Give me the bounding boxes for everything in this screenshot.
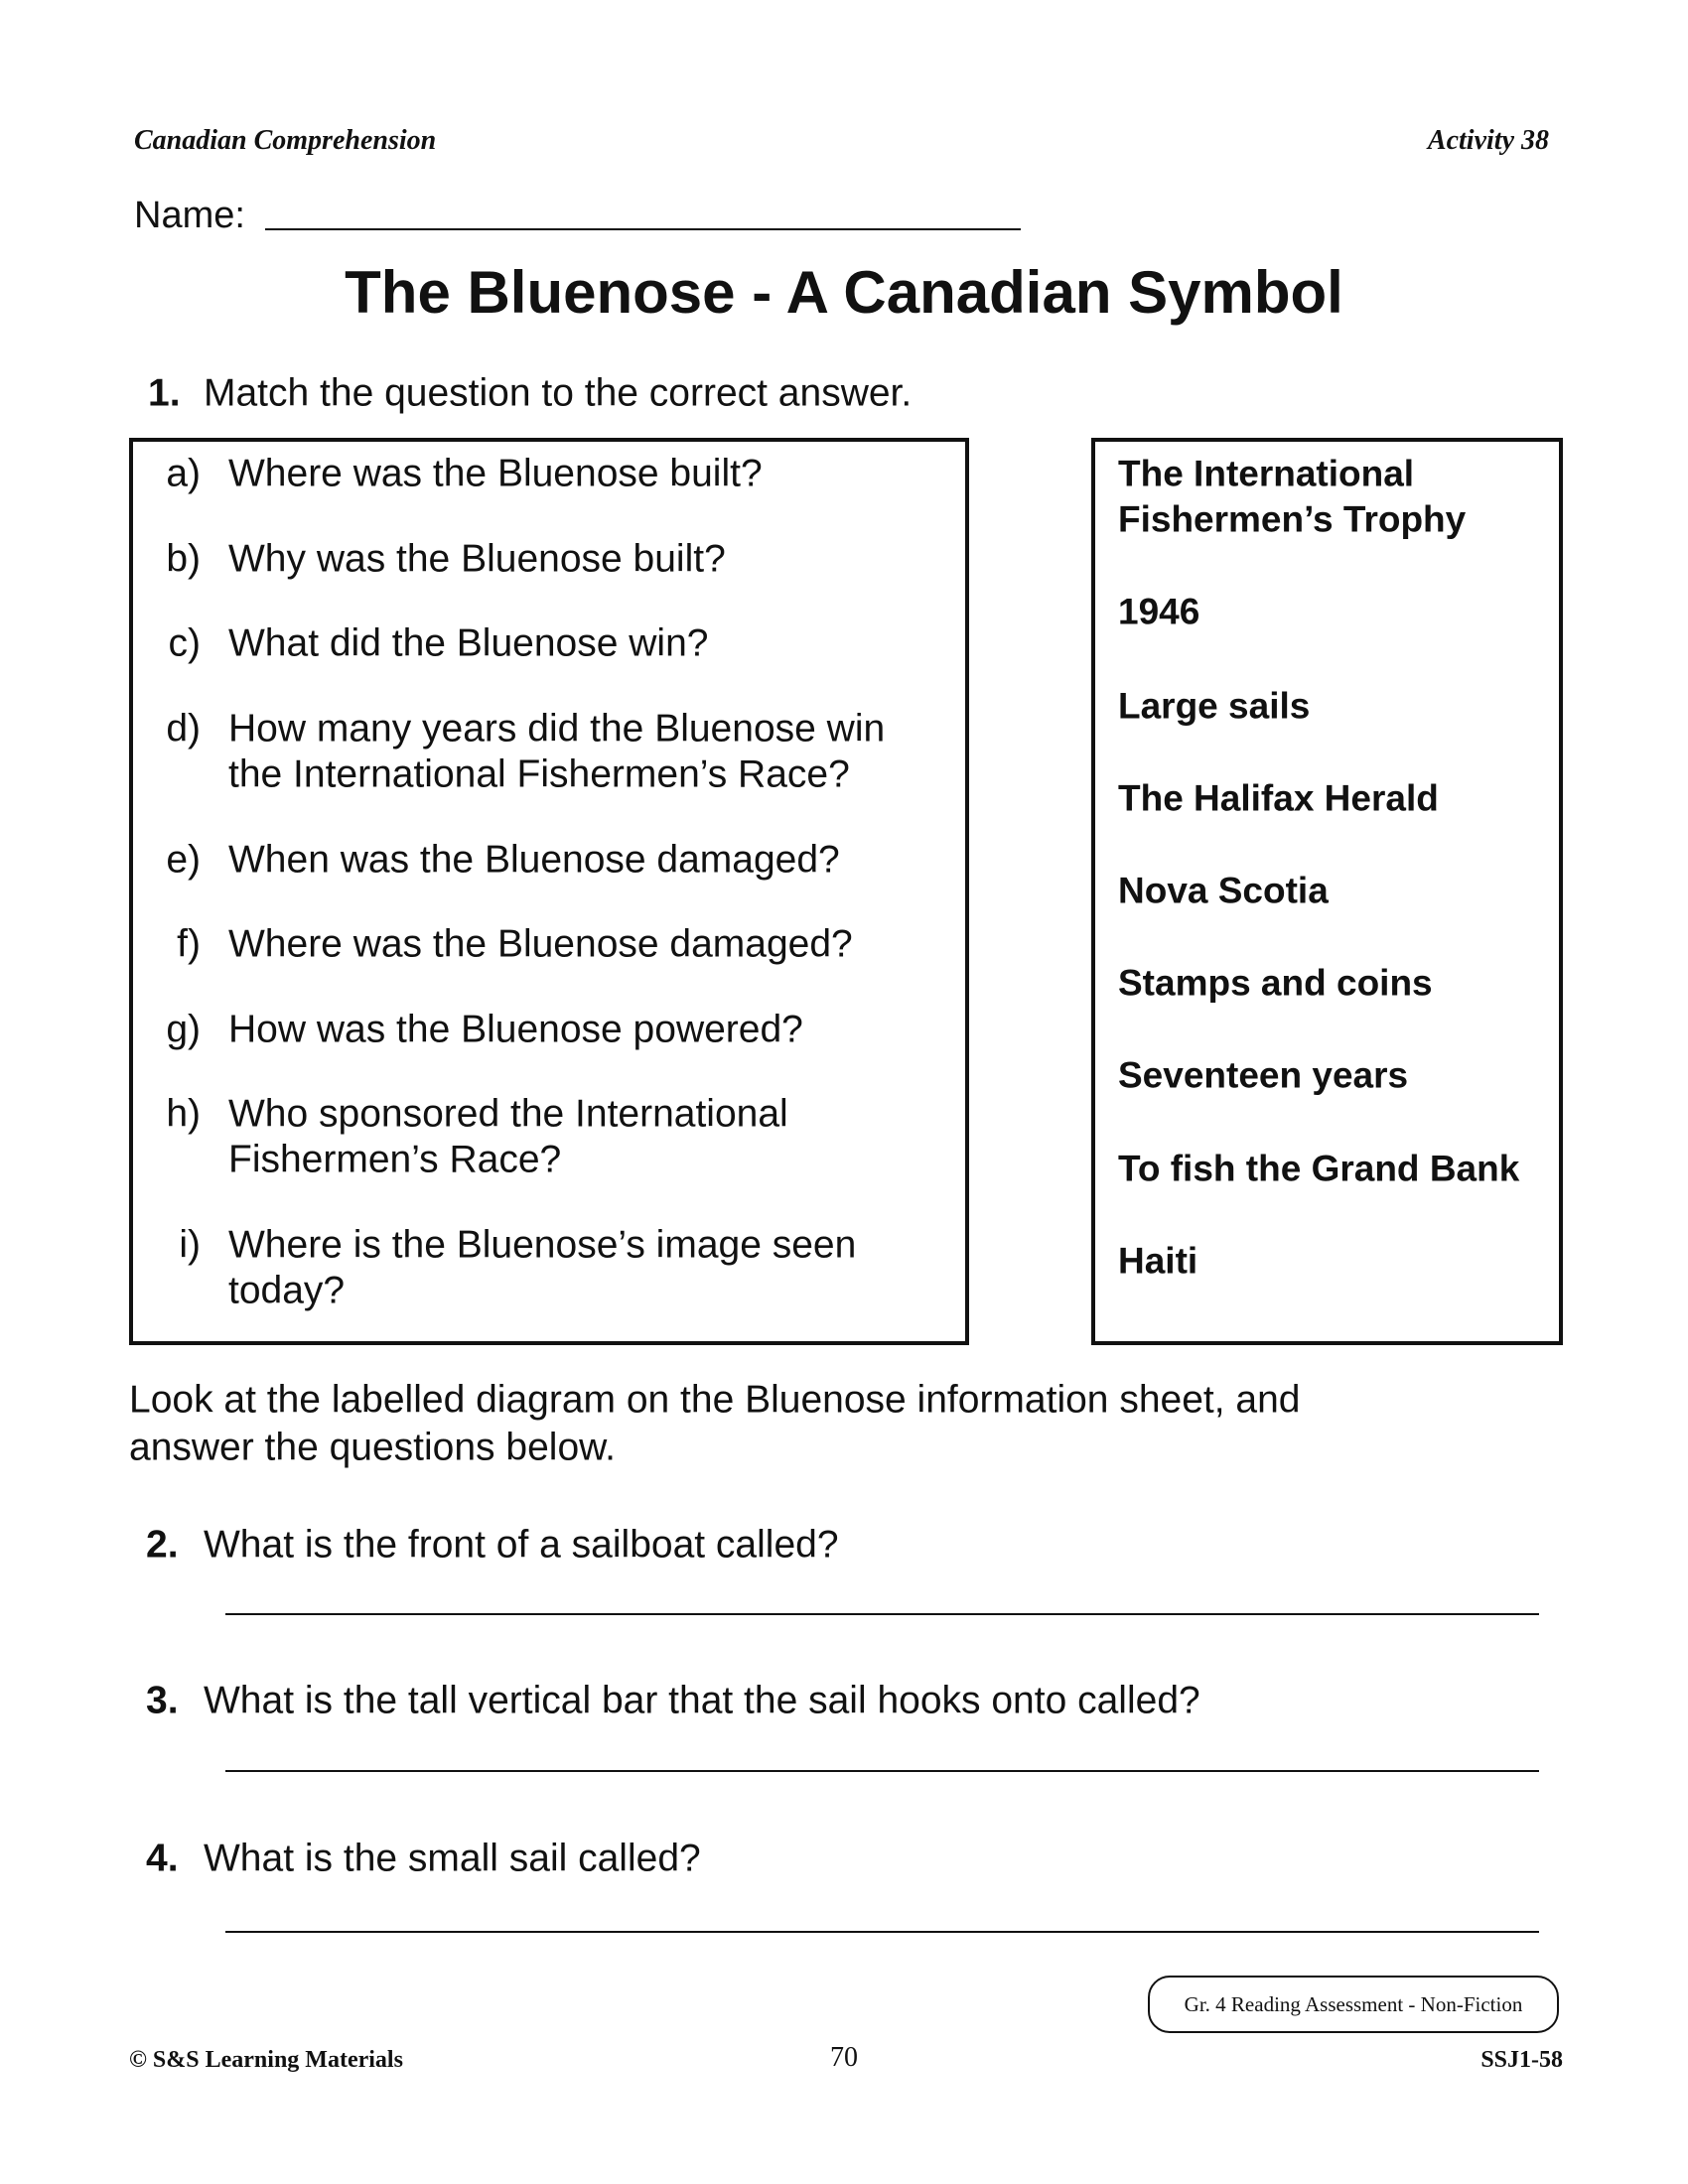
question-prompt: Match the question to the correct answer.	[204, 371, 913, 415]
series-title: Canadian Comprehension	[134, 125, 437, 156]
name-field[interactable]	[265, 228, 1021, 230]
question-text: What is the small sail called?	[204, 1837, 701, 1880]
instructions-line-1: Look at the labelled diagram on the Bluenose information sheet, and	[129, 1378, 1301, 1422]
question-text: What is the front of a sailboat called?	[204, 1523, 839, 1567]
question-letter: c)	[168, 621, 201, 665]
question-letter: e)	[166, 838, 201, 882]
activity-number: Activity 38	[1427, 125, 1549, 156]
match-question: How many years did the Bluenose win	[228, 707, 886, 751]
match-answer: The International	[1118, 453, 1415, 494]
product-code: SSJ1-58	[1480, 2047, 1563, 2073]
match-question: Where is the Bluenose’s image seen	[228, 1223, 857, 1267]
question-letter: a)	[166, 452, 201, 495]
match-answer: To fish the Grand Bank	[1118, 1148, 1520, 1189]
match-question: Who sponsored the International	[228, 1092, 788, 1136]
question-text: What is the tall vertical bar that the sail hooks onto called?	[204, 1679, 1200, 1722]
match-answer: Nova Scotia	[1118, 870, 1329, 911]
question-number: 3.	[146, 1679, 179, 1722]
match-answer: The Halifax Herald	[1118, 777, 1439, 819]
match-answer: Stamps and coins	[1118, 962, 1433, 1004]
copyright: © S&S Learning Materials	[129, 2047, 403, 2073]
match-question: What did the Bluenose win?	[228, 621, 709, 665]
match-question: When was the Bluenose damaged?	[228, 838, 840, 882]
match-answer: Haiti	[1118, 1240, 1198, 1282]
match-question: Why was the Bluenose built?	[228, 537, 726, 581]
question-letter: h)	[166, 1092, 201, 1136]
answer-line[interactable]	[225, 1770, 1539, 1772]
match-answer: Seventeen years	[1118, 1054, 1409, 1096]
name-label: Name:	[134, 195, 245, 236]
match-question: Fishermen’s Race?	[228, 1138, 562, 1181]
question-letter: i)	[179, 1223, 201, 1267]
question-number: 2.	[146, 1523, 179, 1567]
instructions-line-2: answer the questions below.	[129, 1426, 616, 1469]
match-question: today?	[228, 1269, 346, 1312]
grade-badge: Gr. 4 Reading Assessment - Non-Fiction	[1148, 1976, 1559, 2033]
page-title: The Bluenose - A Canadian Symbol	[345, 259, 1343, 326]
question-letter: b)	[166, 537, 201, 581]
question-letter: d)	[166, 707, 201, 751]
question-letter: g)	[166, 1008, 201, 1051]
match-question: How was the Bluenose powered?	[228, 1008, 803, 1051]
match-answer: 1946	[1118, 591, 1200, 632]
match-question: Where was the Bluenose built?	[228, 452, 763, 495]
match-question: the International Fishermen’s Race?	[228, 752, 850, 796]
match-question: Where was the Bluenose damaged?	[228, 922, 853, 966]
page-number: 70	[830, 2042, 858, 2073]
match-answer: Large sails	[1118, 685, 1311, 727]
question-number: 1.	[148, 371, 181, 415]
match-answer: Fishermen’s Trophy	[1118, 498, 1467, 540]
answer-line[interactable]	[225, 1613, 1539, 1615]
answer-line[interactable]	[225, 1931, 1539, 1933]
question-letter: f)	[177, 922, 201, 966]
question-number: 4.	[146, 1837, 179, 1880]
